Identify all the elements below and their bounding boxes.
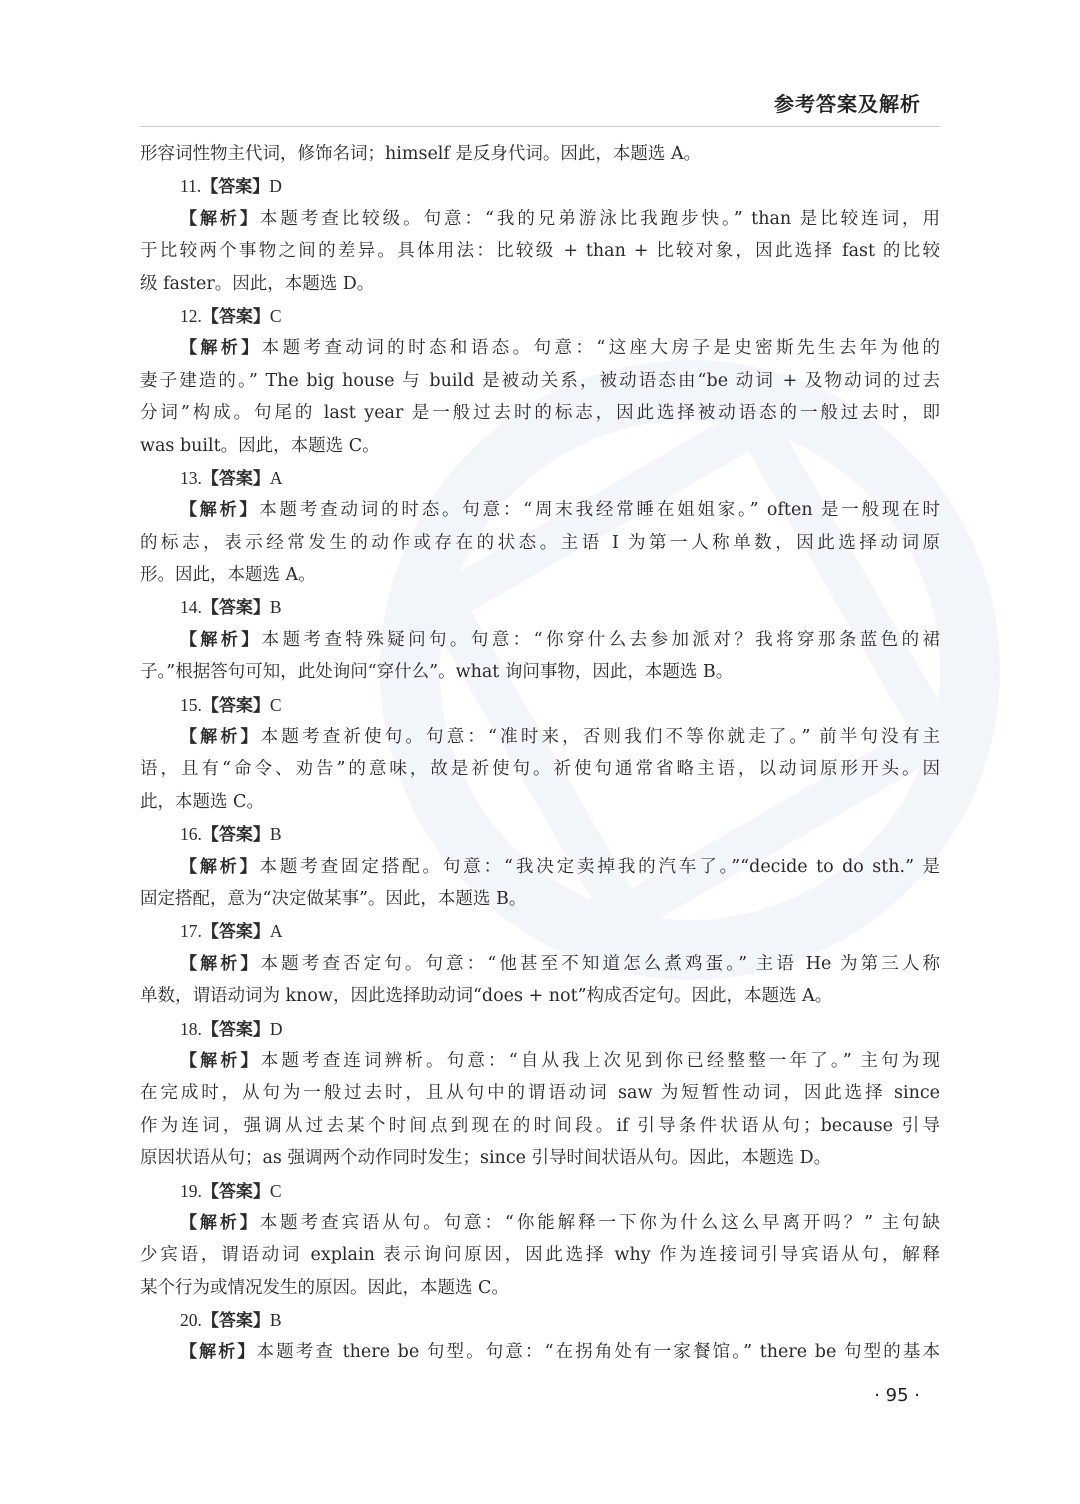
analysis-label: 【解析】 [180, 208, 260, 229]
text-line: was built。因此，本题选 C。 [140, 435, 380, 456]
answer-value: B [269, 597, 282, 618]
answer-label: 【答案】 [201, 1019, 270, 1040]
analysis-line [140, 624, 940, 656]
analysis-text: 本题考查祈使句。句意：“准时来，否则我们不等你就走了。” 前半句没有主 [260, 727, 940, 748]
question-number: 15. [180, 694, 202, 715]
answer-line [140, 170, 940, 202]
analysis-text: 本题考查固定搭配。句意：“我决定卖掉我的汽车了。”“decide to do sth.” 是 [259, 856, 940, 877]
analysis-text: 本题考查特殊疑问句。句意：“你穿什么去参加派对？我将穿那条蓝色的裙 [261, 629, 940, 650]
answer-value: D [269, 1018, 283, 1039]
question-number: 13. [180, 467, 202, 488]
answer-label: 【答案】 [201, 306, 270, 327]
analysis-line [140, 203, 940, 235]
question-number: 20. [180, 1310, 202, 1331]
answer-value: B [269, 824, 282, 845]
text-line: 妻子建造的。” The big house 与 build 是被动关系，被动语态由“be 动词 + 及物动词的过去 [140, 370, 940, 391]
analysis-label: 【解析】 [180, 953, 261, 974]
text-line: 在完成时，从句为一般过去时，且从句中的谓语动词 saw 为短暂性动词，因此选择 since [140, 1083, 940, 1104]
header-title: 参考答案及解析 [774, 92, 921, 116]
analysis-line [140, 948, 940, 980]
analysis-label: 【解析】 [180, 629, 262, 650]
text-line: 固定搭配，意为“决定做某事”。因此，本题选 B。 [140, 888, 527, 909]
text-line: 子。”根据答句可知，此处询问“穿什么”。what 询问事物，因此，本题选 B。 [140, 662, 734, 683]
text-line: 级 faster。因此，本题选 D。 [140, 273, 375, 294]
answer-value: C [269, 1180, 282, 1201]
answer-line [140, 1304, 940, 1336]
text-line: 分词”构成。句尾的 last year 是一般过去时的标志，因此选择被动语态的一般过去时，即 [140, 403, 940, 424]
question-number: 18. [180, 1018, 202, 1039]
analysis-text: 本题考查比较级。句意：“我的兄弟游泳比我跑步快。” than 是比较连词，用 [259, 208, 940, 229]
answer-line [140, 818, 940, 850]
answer-label: 【答案】 [201, 468, 270, 489]
analysis-line [140, 721, 940, 753]
analysis-label: 【解析】 [180, 338, 262, 359]
analysis-text: 本题考查连词辨析。句意：“自从我上次见到你已经整整一年了。” 主句为现 [260, 1050, 940, 1071]
analysis-text: 本题考查否定句。句意：“他甚至不知道怎么煮鸡蛋。” 主语 He 为第三人称 [260, 953, 940, 974]
answer-value: C [269, 694, 282, 715]
text-line: 于比较两个事物之间的差异。具体用法：比较级 + than + 比较对象，因此选择 fast 的比较 [140, 241, 940, 262]
analysis-label: 【解析】 [180, 500, 260, 521]
answer-label: 【答案】 [201, 177, 270, 198]
question-number: 19. [180, 1180, 202, 1201]
question-number: 12. [180, 305, 202, 326]
answer-value: D [269, 176, 282, 197]
answer-line [140, 1175, 940, 1207]
answer-value: B [269, 1310, 282, 1331]
text-line: 形。因此，本题选 A。 [140, 565, 316, 586]
answer-line [140, 689, 940, 721]
answer-value: A [269, 467, 283, 488]
analysis-line [140, 851, 940, 883]
answer-line [140, 915, 940, 947]
question-number: 17. [180, 921, 202, 942]
analysis-text: 本题考查动词的时态和语态。句意：“这座大房子是史密斯先生去年为他的 [261, 338, 940, 359]
text-line: 此，本题选 C。 [140, 791, 264, 812]
analysis-line [140, 1045, 940, 1077]
analysis-text: 本题考查宾语从句。句意：“你能解释一下你为什么这么早离开吗？” 主句缺 [259, 1212, 940, 1233]
text-line: 语，且有“命令、劝告”的意味，故是祈使句。祈使句通常省略主语，以动词原形开头。因 [140, 759, 940, 780]
header-divider [140, 126, 940, 127]
question-number: 16. [180, 824, 202, 845]
analysis-text: 本题考查 there be 句型。句意：“在拐角处有一家餐馆。” there be 句型的基本 [256, 1342, 940, 1363]
analysis-label: 【解析】 [180, 1342, 257, 1363]
text-line: 少宾语，谓语动词 explain 表示询问原因，因此选择 why 作为连接词引导宾语从句，解释 [140, 1245, 940, 1266]
answer-value: C [269, 305, 282, 326]
answer-line [140, 300, 940, 332]
analysis-text: 本题考查动词的时态。句意：“周末我经常睡在姐姐家。” often 是一般现在时 [259, 500, 940, 521]
answer-label: 【答案】 [201, 695, 270, 716]
text-line: 形容词性物主代词，修饰名词；himself 是反身代词。因此，本题选 A。 [140, 144, 702, 164]
page-number: · 95 · [874, 1385, 920, 1406]
answer-explanations [140, 138, 940, 1369]
answer-line [140, 591, 940, 623]
analysis-label: 【解析】 [180, 1050, 261, 1071]
answer-label: 【答案】 [201, 922, 270, 943]
answer-label: 【答案】 [201, 1181, 270, 1202]
answer-value: A [269, 921, 283, 942]
text-line: 作为连词，强调从过去某个时间点到现在的时间段。if 引导条件状语从句；because 引导 [140, 1115, 940, 1136]
analysis-label: 【解析】 [180, 1212, 260, 1233]
analysis-line [140, 494, 940, 526]
analysis-line [140, 1336, 940, 1368]
answer-label: 【答案】 [201, 825, 270, 846]
text-line: 某个行为或情况发生的原因。因此，本题选 C。 [140, 1277, 509, 1298]
text-line: 原因状语从句；as 强调两个动作同时发生；since 引导时间状语从句。因此，本题选 D。 [140, 1148, 832, 1169]
analysis-label: 【解析】 [180, 856, 260, 877]
answer-label: 【答案】 [201, 1311, 270, 1332]
analysis-line [140, 332, 940, 364]
question-number: 11. [180, 176, 202, 197]
answer-line [140, 462, 940, 494]
text-line: 的标志，表示经常发生的动作或存在的状态。主语 I 为第一人称单数，因此选择动词原 [140, 532, 940, 553]
answer-label: 【答案】 [201, 598, 270, 619]
text-line: 单数，谓语动词为 know，因此选择助动词“does + not”构成否定句。因此，本题选 A。 [140, 986, 833, 1007]
analysis-label: 【解析】 [180, 727, 261, 748]
answer-line [140, 1013, 940, 1045]
question-number: 14. [180, 597, 202, 618]
analysis-line [140, 1207, 940, 1239]
